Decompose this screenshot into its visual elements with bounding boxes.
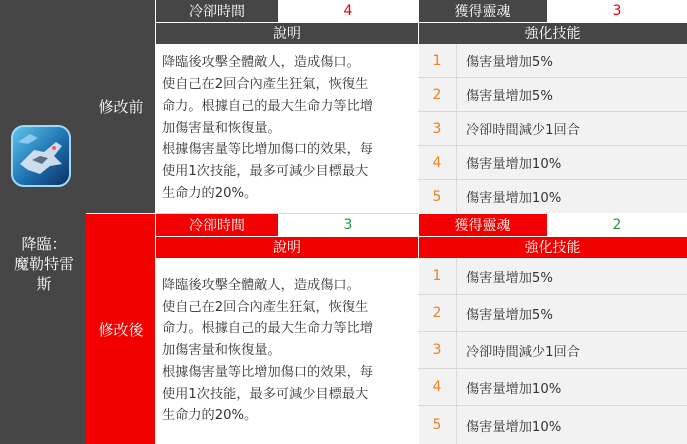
row-line bbox=[418, 331, 687, 332]
after-label: 修改後 bbox=[98, 320, 144, 339]
after-enh-num-1: 1 bbox=[418, 258, 456, 294]
before-enh-num-2: 2 bbox=[418, 78, 456, 111]
row-line bbox=[418, 179, 687, 180]
before-cooldown-value: 4 bbox=[278, 0, 418, 22]
before-enh-text-5: 傷害量增加10% bbox=[456, 180, 687, 213]
after-description: 降臨後攻擊全體敵人，造成傷口。 使自己在2回合內產生狂氣，恢復生 命力。根據自己的最大生命力等比增 加傷害量和恢復量。 根據傷害量等比增加傷口的效果，每 使用1次技能，最多可減少目標最大 生命力的20%。 bbox=[156, 258, 418, 444]
before-label: 修改前 bbox=[98, 98, 144, 116]
character-name bbox=[6, 232, 82, 296]
character-name-text: 降臨： 魔勒特雷 斯 bbox=[13, 235, 74, 293]
before-enh-text-3: 冷卻時間減少1回合 bbox=[456, 112, 687, 145]
character-column bbox=[0, 0, 86, 444]
before-enh-num-1: 1 bbox=[418, 44, 456, 77]
header-divider-1 bbox=[156, 22, 687, 23]
label-divider bbox=[155, 0, 156, 444]
before-description: 降臨後攻擊全體敵人，造成傷口。 使自己在2回合內產生狂氣，恢復生 命力。根據自己的最大生命力等比增 加傷害量和恢復量。 根據傷害量等比增加傷口的效果，每 使用1次技能，最多可減少目標最大 生命力的20%。 bbox=[156, 44, 418, 213]
row-line bbox=[418, 405, 687, 406]
after-soul-label: 獲得靈魂 bbox=[418, 214, 547, 236]
before-enh-text-1: 傷害量增加5% bbox=[456, 44, 687, 77]
after-cooldown-value: 3 bbox=[278, 214, 418, 236]
before-desc-header: 說明 bbox=[156, 22, 418, 44]
before-enh-num-3: 3 bbox=[418, 112, 456, 145]
before-enh-text-2: 傷害量增加5% bbox=[456, 78, 687, 111]
after-enh-text-3: 冷卻時間減少1回合 bbox=[456, 332, 687, 368]
row-line bbox=[418, 77, 687, 78]
after-cooldown-label: 冷卻時間 bbox=[156, 214, 278, 236]
row-line bbox=[418, 368, 687, 369]
row-line bbox=[456, 258, 457, 444]
after-skill-header: 強化技能 bbox=[418, 236, 687, 258]
row-line bbox=[418, 111, 687, 112]
row-line bbox=[418, 145, 687, 146]
character-portrait bbox=[10, 124, 72, 188]
before-enh-text-4: 傷害量增加10% bbox=[456, 146, 687, 179]
after-enh-text-2: 傷害量增加5% bbox=[456, 295, 687, 331]
before-label-column bbox=[86, 0, 156, 213]
after-enh-num-3: 3 bbox=[418, 332, 456, 368]
after-enh-num-5: 5 bbox=[418, 406, 456, 444]
row-line bbox=[456, 44, 457, 213]
after-soul-value: 2 bbox=[547, 214, 687, 236]
before-enh-num-4: 4 bbox=[418, 146, 456, 179]
before-soul-value: 3 bbox=[547, 0, 687, 22]
column-divider bbox=[418, 0, 419, 444]
after-desc-header: 說明 bbox=[156, 236, 418, 258]
after-enh-text-4: 傷害量增加10% bbox=[456, 369, 687, 405]
after-enh-num-2: 2 bbox=[418, 295, 456, 331]
before-cooldown-label: 冷卻時間 bbox=[156, 0, 278, 22]
before-enh-num-5: 5 bbox=[418, 180, 456, 213]
after-enh-num-4: 4 bbox=[418, 369, 456, 405]
before-skill-header: 強化技能 bbox=[418, 22, 687, 44]
before-soul-label: 獲得靈魂 bbox=[418, 0, 547, 22]
row-line bbox=[418, 294, 687, 295]
header-divider-2 bbox=[156, 236, 687, 237]
value-divider bbox=[156, 213, 418, 214]
dragon-icon bbox=[10, 124, 72, 188]
after-enh-text-1: 傷害量增加5% bbox=[456, 258, 687, 294]
after-label-column bbox=[86, 214, 156, 444]
after-enh-text-5: 傷害量增加10% bbox=[456, 406, 687, 444]
